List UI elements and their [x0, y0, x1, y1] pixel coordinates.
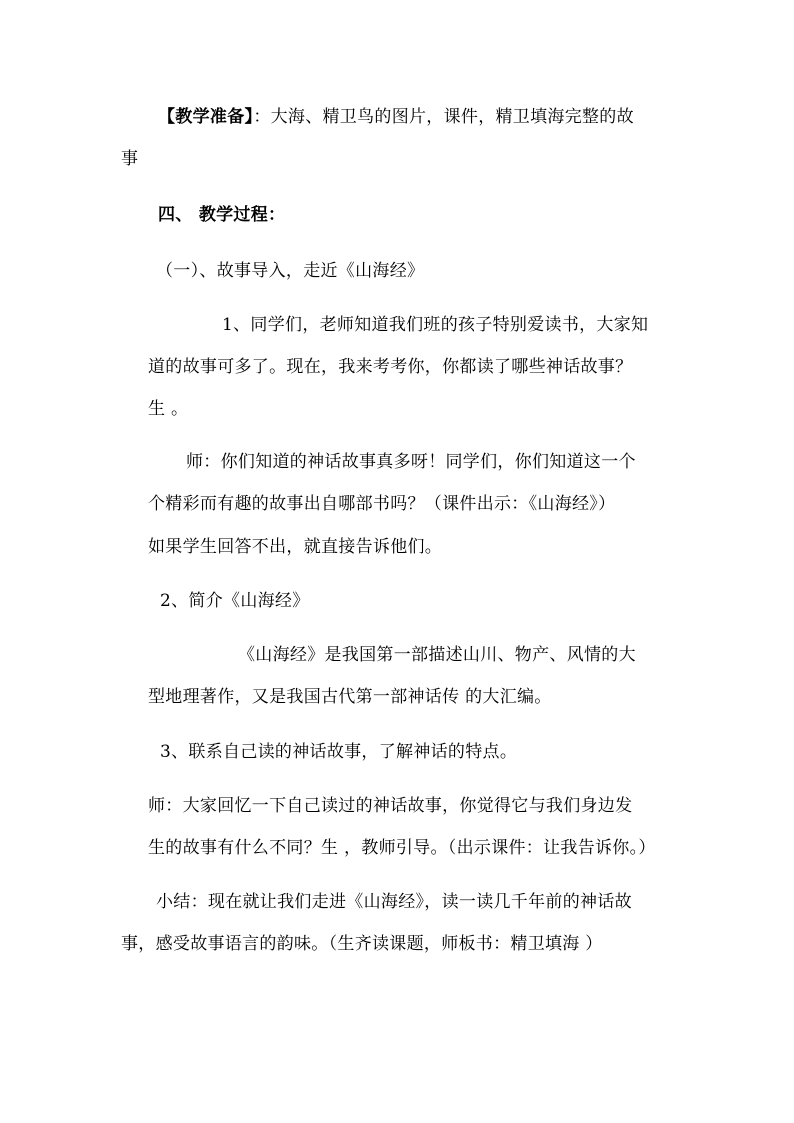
- item-two-line-2: 型地理著作，又是我国古代第一部神话传 的大汇编。: [148, 687, 552, 707]
- teacher-one-line-3: 如果学生回答不出，就直接告诉他们。: [148, 537, 443, 557]
- teacher-one-line-2: 个精彩而有趣的故事出自哪部书吗？（课件出示：《山海经》）: [148, 494, 616, 514]
- prep-line: [158, 106, 634, 128]
- item-three-heading: 3、联系自己读的神话故事，了解神话的特点。: [160, 742, 518, 762]
- item-one-line-2: 道的故事可多了。现在，我来考考你，你都读了哪些神话故事？: [148, 357, 633, 377]
- item-two-line-1: 《山海经》是我国第一部描述山川、物产、风情的大: [238, 645, 636, 665]
- prep-continuation: 事: [121, 149, 139, 169]
- item-one-line-3: 生 。: [148, 399, 189, 419]
- item-three-line-2: 生的故事有什么不同？生 ，教师引导。（出示课件：让我告诉你。）: [148, 838, 656, 858]
- prep-label: 【教学准备】: [158, 107, 254, 127]
- item-three-line-1: 师：大家回忆一下自己读过的神话故事，你觉得它与我们身边发: [148, 796, 633, 816]
- prep-text: ：大海、精卫鸟的图片，课件，精卫填海完整的故: [253, 107, 634, 127]
- item-two-heading: 2、简介《山海经》: [160, 591, 310, 611]
- summary-line-2: 事，感受故事语言的韵味。（生齐读课题，师板书：精卫填海 ）: [121, 934, 603, 954]
- summary-line-1: 小结：现在就让我们走进《山海经》，读一读几千年前的神话故: [156, 892, 632, 912]
- part-one-heading: （一）、故事导入，走近《山海经》: [156, 261, 425, 281]
- item-one-line-1: 1、同学们，老师知道我们班的孩子特别爱读书，大家知: [222, 315, 649, 335]
- section-four-heading: 四、 教学过程：: [158, 205, 286, 225]
- teacher-one-line-1: 师：你们知道的神话故事真多呀！同学们，你们知道这一个: [186, 452, 636, 472]
